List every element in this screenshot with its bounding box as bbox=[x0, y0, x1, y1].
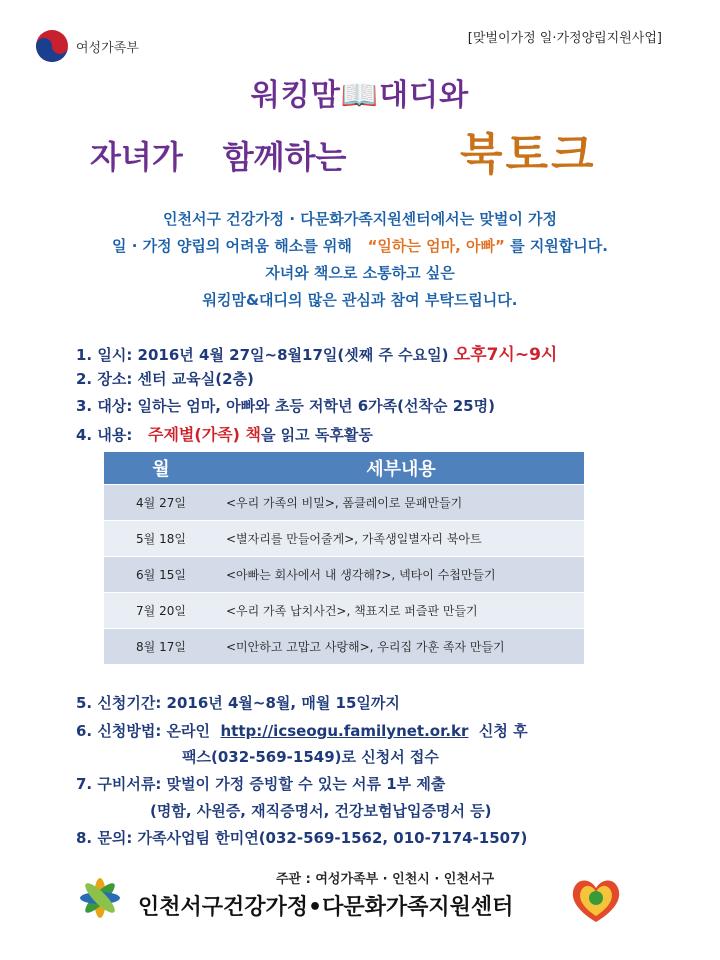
ministry-name: 여성가족부 bbox=[76, 40, 139, 56]
schedule-detail: <우리 가족의 비밀>, 폼클레이로 문패만들기 bbox=[218, 485, 584, 521]
table-row bbox=[104, 593, 584, 629]
footer-center-name: 인천서구건강가정•다문화가족지원센터 bbox=[138, 895, 514, 920]
schedule-header-row bbox=[104, 452, 584, 485]
info-item-6 bbox=[76, 720, 528, 741]
info-item-4 bbox=[76, 422, 373, 445]
title-line2 bbox=[90, 132, 346, 178]
table-row bbox=[104, 485, 584, 521]
schedule-detail: <아빠는 회사에서 내 생각해?>, 넥타이 수첩만들기 bbox=[218, 557, 584, 593]
schedule-detail: <우리 가족 납치사건>, 책표지로 퍼즐판 만들기 bbox=[218, 593, 584, 629]
info-item-1 bbox=[76, 340, 557, 365]
schedule-header-detail: 세부내용 bbox=[218, 452, 584, 485]
info-item-5: 5. 신청기간: 2016년 4월~8월, 매월 15일까지 bbox=[76, 694, 400, 712]
schedule-header-month: 월 bbox=[104, 452, 218, 485]
table-row bbox=[104, 521, 584, 557]
intro-highlight: “일하는 엄마, 아빠” bbox=[367, 237, 505, 255]
schedule-month: 8월 17일 bbox=[104, 629, 218, 665]
info-item-6-fax: 팩스(032-569-1549)로 신청서 접수 bbox=[182, 748, 439, 766]
center-logo-icon bbox=[70, 868, 130, 932]
schedule-month: 4월 27일 bbox=[104, 485, 218, 521]
intro-line2-a: 일 · 가정 양립의 어려움 해소를 위해 bbox=[112, 237, 352, 255]
title-line2-part-a: 자녀가 bbox=[90, 138, 183, 176]
intro-text bbox=[0, 206, 720, 314]
signup-link[interactable]: http://icseogu.familynet.or.kr bbox=[220, 722, 469, 740]
schedule-table bbox=[104, 452, 584, 664]
footer-organizers: 주관 : 여성가족부 · 인천시 · 인천서구 bbox=[276, 872, 495, 887]
info-item-6-rest: 신청 후 bbox=[478, 722, 528, 740]
info-item-2: 2. 장소: 센터 교육실(2층) bbox=[76, 370, 254, 388]
ministry-emblem-icon bbox=[34, 28, 70, 64]
intro-line2 bbox=[0, 233, 720, 260]
info-item-4-label: 4. 내용: bbox=[76, 426, 133, 444]
info-item-8: 8. 문의: 가족사업팀 한미연(032-569-1562, 010-7174-1507) bbox=[76, 829, 528, 847]
intro-line3: 자녀와 책으로 소통하고 싶은 bbox=[265, 264, 455, 282]
title-line1: 워킹맘📖대디와 bbox=[250, 78, 470, 113]
schedule-detail: <별자리를 만들어줄게>, 가족생일별자리 북아트 bbox=[218, 521, 584, 557]
schedule-month: 5월 18일 bbox=[104, 521, 218, 557]
info-item-3: 3. 대상: 일하는 엄마, 아빠와 초등 저학년 6가족(선착순 25명) bbox=[76, 397, 495, 415]
ministry-logo bbox=[34, 28, 139, 64]
schedule-month: 6월 15일 bbox=[104, 557, 218, 593]
booktalk-title: 북토크 bbox=[460, 129, 597, 180]
intro-line4: 워킹맘&대디의 많은 관심과 참여 부탁드립니다. bbox=[202, 291, 518, 309]
table-row bbox=[104, 557, 584, 593]
info-item-1-time: 오후7시~9시 bbox=[453, 345, 558, 365]
schedule-detail: <미안하고 고맙고 사랑해>, 우리집 가훈 족자 만들기 bbox=[218, 629, 584, 665]
schedule-month: 7월 20일 bbox=[104, 593, 218, 629]
table-row bbox=[104, 629, 584, 665]
info-item-6-label: 6. 신청방법: 온라인 bbox=[76, 722, 211, 740]
intro-line1: 인천서구 건강가정 · 다문화가족지원센터에서는 맞벌이 가정 bbox=[162, 210, 558, 228]
partner-logo-icon bbox=[566, 872, 626, 932]
project-label: [맞벌이가정 일·가정양립지원사업] bbox=[467, 31, 662, 46]
info-item-7: 7. 구비서류: 맞벌이 가정 증빙할 수 있는 서류 1부 제출 bbox=[76, 775, 446, 793]
title-line2-part-b: 함께하는 bbox=[222, 138, 347, 176]
info-item-4-highlight: 주제별(가족) 책 bbox=[148, 425, 261, 444]
info-item-1-text: 1. 일시: 2016년 4월 27일~8월17일(셋째 주 수요일) bbox=[76, 346, 449, 364]
intro-line2-b: 를 지원합니다. bbox=[510, 237, 608, 255]
info-item-7-docs: (명함, 사원증, 재직증명서, 건강보험납입증명서 등) bbox=[150, 802, 492, 820]
info-item-4-rest: 을 읽고 독후활동 bbox=[260, 426, 373, 444]
